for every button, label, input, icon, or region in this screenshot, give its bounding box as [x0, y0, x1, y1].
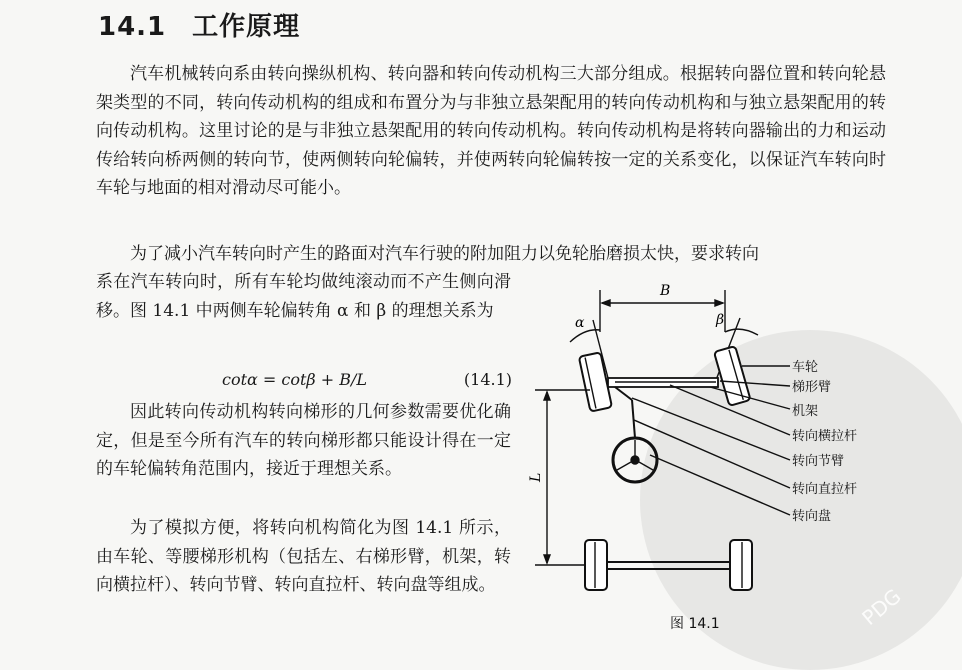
label-tie-rod: 转向横拉杆	[792, 429, 858, 444]
section-title: 工作原理	[192, 12, 301, 42]
paragraph-2-rest: 系在汽车转向时，所有车轮均做纯滚动而不产生侧向滑移。图 14.1 中两侧车轮偏转角 α 和 β 的理想关系为	[96, 272, 511, 321]
watermark-text: PDG	[857, 583, 906, 631]
paragraph-4: 为了模拟方便，将转向机构简化为图 14.1 所示，由车轮、等腰梯形机构（包括左、右梯形臂，机架，转向横拉杆）、转向节臂、转向直拉杆、转向盘等组成。	[96, 518, 511, 596]
paragraph-2-line-1: 为了减小汽车转向时产生的路面对汽车行驶的附加阻力以免轮胎磨损太快，要求转向	[130, 244, 759, 264]
dimension-l-label: L	[528, 472, 544, 482]
label-wheel: 车轮	[792, 360, 819, 375]
label-frame: 机架	[792, 404, 819, 419]
paragraph-3: 因此转向传动机构转向梯形的几何参数需要优化确定，但是至今所有汽车的转向梯形都只能设计得在一定的车轮偏转角范围内，接近于理想关系。	[96, 402, 511, 480]
angle-alpha-label: α	[575, 315, 585, 331]
formula-text: cotα = cotβ + B/L	[222, 370, 368, 389]
label-steering-wheel: 转向盘	[792, 509, 832, 524]
figure-caption: 图 14.1	[670, 616, 720, 632]
dimension-b-label: B	[660, 283, 671, 299]
label-drag-link: 转向直拉杆	[792, 482, 858, 497]
formula-14-1	[222, 370, 512, 389]
section-number: 14.1	[98, 12, 167, 42]
section-heading	[98, 6, 300, 43]
label-knuckle-arm: 转向节臂	[792, 454, 845, 469]
angle-beta-label: β	[716, 312, 725, 328]
paragraph-1: 汽车机械转向系由转向操纵机构、转向器和转向传动机构三大部分组成。根据转向器位置和转向轮悬架类型的不同，转向传动机构的组成和布置分为与非独立悬架配用的转向传动机构和与独立悬架配用的转向传动机构。这里讨论的是与非独立悬架配用的转向传动机构。转向传动机构是将转向器输出的力和运动传给转向桥两侧的转向节，使两侧转向轮偏转，并使两转向轮偏转按一定的关系变化，以保证汽车转向时车轮与地面的相对滑动尽可能小。	[96, 64, 886, 199]
formula-number: (14.1)	[463, 370, 512, 389]
steering-diagram	[520, 270, 920, 640]
label-trapezoid-arm: 梯形臂	[792, 380, 832, 395]
